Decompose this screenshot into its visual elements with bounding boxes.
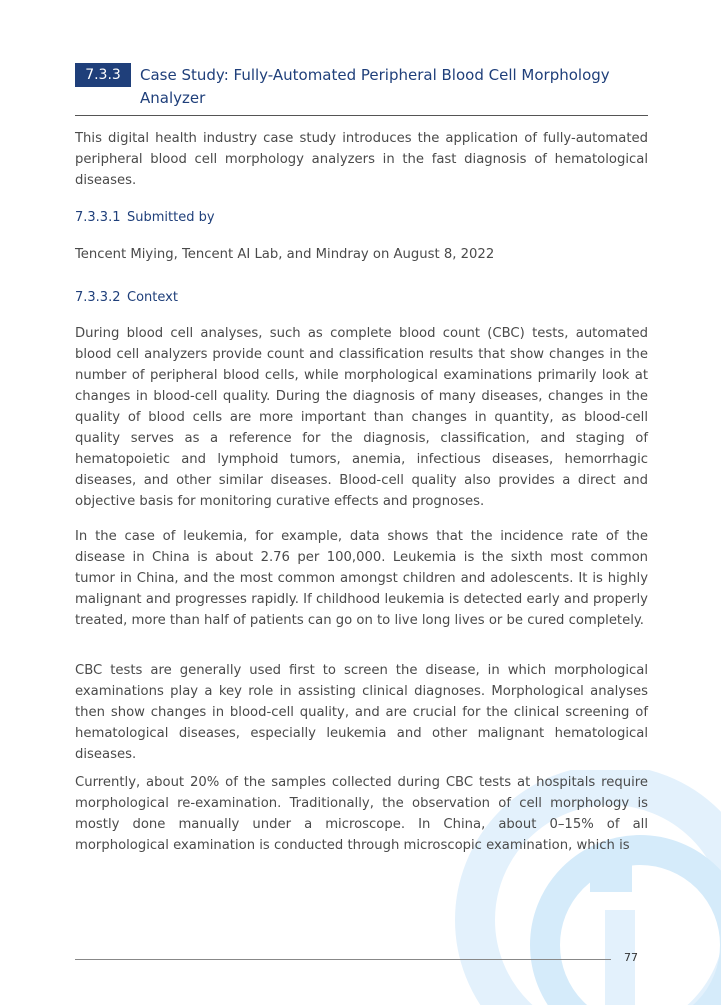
subsection-heading-submitted [75,209,215,227]
subsection-title: Submitted by [127,210,215,225]
context-paragraph-4: Currently, about 20% of the samples collected during CBC tests at hospitals require morphological re-examination. Traditionally, the observation of cell morphology is mostly done manually under a microscope. In China, about 0–15% of all morphological examination is conducted through microscopic examination, which is [75,775,648,853]
context-paragraph-2: In the case of leukemia, for example, data shows that the incidence rate of the disease in China is about 2.76 per 100,000. Leukemia is the sixth most common tumor in China, and the most common amongst children and adolescents. It is highly malignant and progresses rapidly. If childhood leukemia is detected early and properly treated, more than half of patients can go on to live long lives or be cured completely. [75,529,648,628]
section-header [75,62,648,116]
subsection-title: Context [127,290,178,305]
section-number-badge: 7.3.3 [75,63,131,87]
submitted-by-text: Tencent Miying, Tencent AI Lab, and Mindray on August 8, 2022 [75,247,495,262]
subsection-number: 7.3.3.2 [75,290,121,305]
section-title: Case Study: Fully-Automated Peripheral Blood Cell Morphology Analyzer [140,66,610,107]
subsection-heading-context [75,289,178,307]
subsection-number: 7.3.3.1 [75,210,121,225]
context-paragraph-3: CBC tests are generally used first to screen the disease, in which morphological examinations play a key role in assisting clinical diagnoses. Morphological analyses then show changes in blood-cell quality, and are crucial for the clinical screening of hematological diseases, especially leukemia and other malignant hematological diseases. [75,663,648,762]
page-number: 77 [624,951,638,964]
context-paragraph-1: During blood cell analyses, such as complete blood count (CBC) tests, automated blood cell analyzers provide count and classification results that show changes in the number of peripheral blood cells, while morphological examinations primarily look at changes in blood-cell quality. During the diagnosis of many diseases, changes in the quality of blood cells are more important than changes in quantity, as blood-cell quality serves as a reference for the diagnosis, classification, and staging of hematopoietic and lymphoid tumors, anemia, infectious diseases, hemorrhagic diseases, and other similar diseases. Blood-cell quality also provides a direct and objective basis for monitoring curative effects and prognoses. [75,326,648,509]
footer-divider [75,959,611,960]
intro-paragraph: This digital health industry case study introduces the application of fully-automated peripheral blood cell morphology analyzers in the fast diagnosis of hematological diseases. [75,131,648,188]
